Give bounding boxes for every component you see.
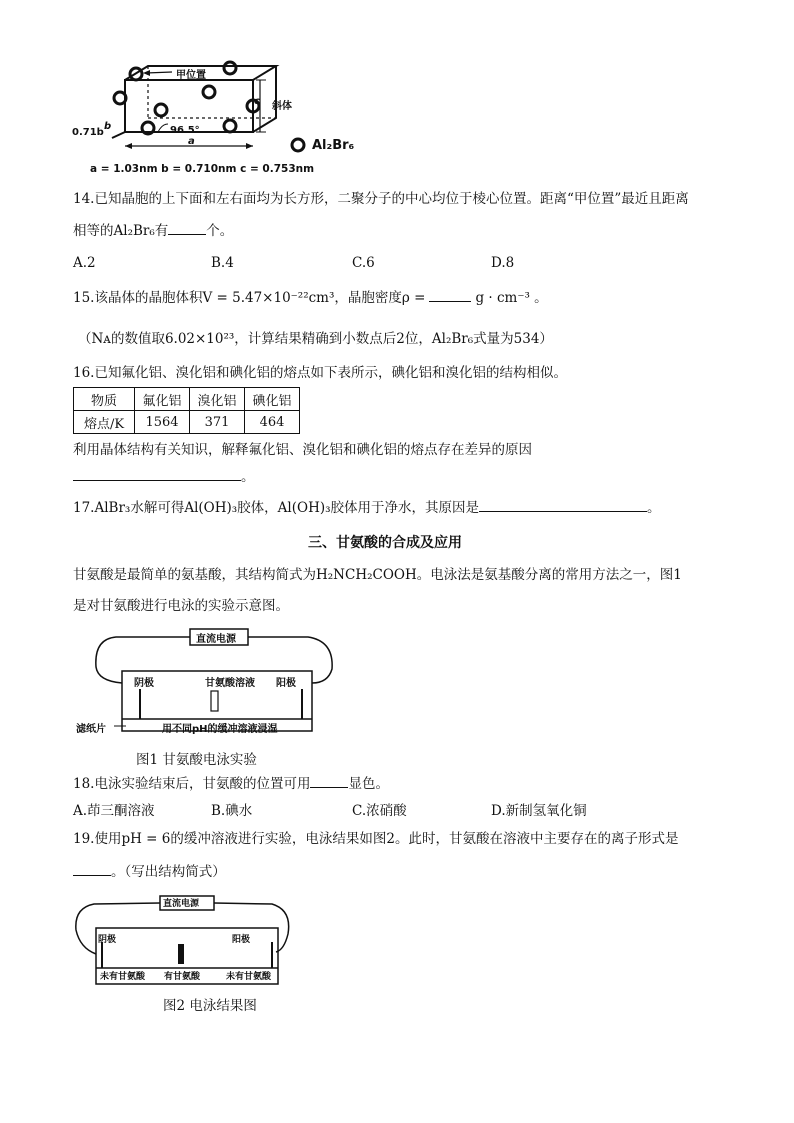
melting-point-table — [73, 387, 300, 434]
q17-line — [73, 497, 661, 518]
q19-end: 。（写出结构简式） — [111, 864, 226, 880]
table-row — [74, 411, 300, 434]
q16-text2: 利用晶体结构有关知识，解释氟化铝、溴化铝和碘化铝的熔点存在差异的原因 — [73, 442, 532, 458]
label-a: a — [188, 136, 195, 147]
fig1-caption: 图1 甘氨酸电泳实验 — [136, 752, 257, 768]
q18-end: 显色。 — [348, 776, 389, 792]
q14-option-d[interactable]: D.8 — [491, 255, 515, 271]
legend-al2br6: Al₂Br₆ — [312, 138, 355, 153]
fig2-cathode-label: 阴极 — [98, 935, 117, 945]
section3-intro-line2: 是对甘氨酸进行电泳的实验示意图。 — [73, 598, 289, 614]
fig2-caption: 图2 电泳结果图 — [163, 998, 257, 1014]
fig2-anode-label: 阳极 — [232, 935, 251, 945]
table-cell: 溴化铝 — [190, 388, 245, 411]
q14-option-a[interactable]: A.2 — [73, 255, 96, 271]
q16-answer-blank[interactable] — [73, 466, 241, 481]
q16-answer-line — [73, 466, 255, 487]
q14-answer-blank[interactable] — [168, 220, 206, 235]
fig2-power-label: 直流电源 — [163, 899, 200, 909]
q14-line2 — [73, 220, 233, 241]
q19-answer-blank[interactable] — [73, 861, 111, 876]
cell-parameters: a = 1.03nm b = 0.710nm c = 0.753nm — [90, 163, 315, 175]
q18-text: 18.电泳实验结束后，甘氨酸的位置可用 — [73, 776, 311, 792]
label-slant: 斜体 — [272, 101, 292, 112]
label-angle: 96.5° — [170, 125, 200, 136]
q15-unit: g · cm⁻³ 。 — [475, 290, 548, 306]
q15-answer-blank[interactable] — [429, 287, 471, 302]
q16-text: 16.已知氟化铝、溴化铝和碘化铝的熔点如下表所示，碘化铝和溴化铝的结构相似。 — [73, 365, 567, 381]
q17-answer-blank[interactable] — [479, 497, 647, 512]
fig2-right-label: 未有甘氨酸 — [226, 972, 272, 982]
label-c: c — [254, 96, 260, 107]
fig2-left-label: 未有甘氨酸 — [100, 972, 146, 982]
q19-line1: 19.使用pH = 6的缓冲溶液进行实验，电泳结果如图2。此时，甘氨酸在溶液中主要存在的离子形式是 — [73, 831, 679, 847]
q17-end-mark: 。 — [647, 500, 661, 516]
table-cell: 熔点/K — [74, 411, 135, 434]
table-row — [74, 388, 300, 411]
q15-note: （Nᴀ的数值取6.02×10²³，计算结果精确到小数点后2位，Al₂Br₆式量为534） — [78, 331, 553, 347]
q18-option-a[interactable]: A.茚三酮溶液 — [73, 803, 155, 819]
q18-option-c[interactable]: C.浓硝酸 — [352, 803, 407, 819]
crystal-cell-figure — [70, 58, 390, 178]
fig1-filter-paper-label: 滤纸片 — [76, 724, 106, 735]
q14-line2-end: 个。 — [206, 223, 234, 239]
q14-line1: 14.已知晶胞的上下面和左右面均为长方形，二聚分子的中心均位于棱心位置。距离“甲位置”最近且距离 — [73, 191, 689, 207]
q15-text: 15.该晶体的晶胞体积V = 5.47×10⁻²²cm³，晶胞密度ρ = — [73, 290, 426, 306]
q15-line — [73, 287, 548, 308]
fig1-power-label: 直流电源 — [196, 634, 236, 645]
table-cell: 碘化铝 — [245, 388, 300, 411]
q17-text: 17.AlBr₃水解可得Al(OH)₃胶体，Al(OH)₃胶体用于净水，其原因是 — [73, 500, 480, 516]
table-cell: 464 — [245, 411, 300, 434]
table-cell: 物质 — [74, 388, 135, 411]
q18-option-d[interactable]: D.新制氢氧化铜 — [491, 803, 587, 819]
label-b: b — [104, 121, 112, 132]
fig1-cathode-label: 阴极 — [134, 678, 154, 689]
q18-option-b[interactable]: B.碘水 — [211, 803, 253, 819]
q18-line — [73, 773, 389, 794]
q18-answer-blank[interactable] — [310, 773, 348, 788]
section-title: 三、甘氨酸的合成及应用 — [308, 535, 462, 551]
table-cell: 1564 — [135, 411, 190, 434]
label-071b: 0.71b — [72, 127, 104, 138]
q16-end-mark: 。 — [241, 469, 255, 485]
section3-intro-line1: 甘氨酸是最简单的氨基酸，其结构简式为H₂NCH₂COOH。电泳法是氨基酸分离的常用方法之一，图1 — [73, 567, 682, 583]
fig2-mid-label: 有甘氨酸 — [164, 972, 201, 982]
q19-line2 — [73, 861, 226, 882]
table-cell: 氟化铝 — [135, 388, 190, 411]
label-position-jia: 甲位置 — [176, 70, 206, 81]
q14-option-b[interactable]: B.4 — [211, 255, 234, 271]
fig1-sample-label: 甘氨酸溶液 — [205, 678, 255, 689]
fig1-anode-label: 阳极 — [276, 678, 296, 689]
q14-line2-text: 相等的Al₂Br₆有 — [73, 223, 169, 239]
fig1-buffer-label: 用不同pH的缓冲溶液浸湿 — [162, 724, 278, 735]
q14-option-c[interactable]: C.6 — [352, 255, 375, 271]
table-cell: 371 — [190, 411, 245, 434]
